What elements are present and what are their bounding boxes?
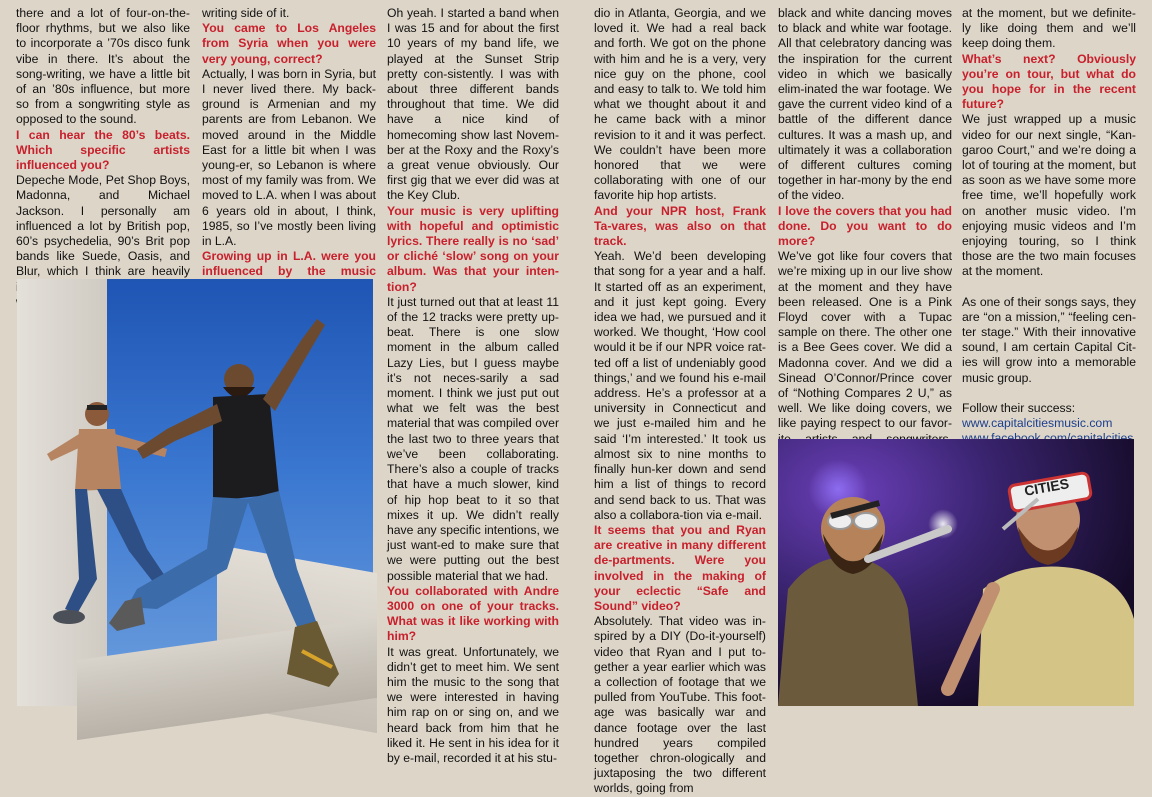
column-2 xyxy=(202,6,376,279)
interview-question: You collaborated with Andre 3000 on one of your tracks. What was it like working with him? xyxy=(387,583,559,644)
column-1 xyxy=(16,6,190,279)
column-6 xyxy=(962,6,1136,438)
interview-question: I love the covers that you had done. Do you want to do more? xyxy=(778,203,952,249)
glasses-lettering: CITIES xyxy=(1022,475,1071,499)
interview-question: I can hear the 80’s beats. Which specific artists influenced you? xyxy=(16,127,190,173)
link-website[interactable]: www.capitalcitiesmusic.com xyxy=(962,416,1113,431)
interview-question: And your NPR host, Frank Ta-vares, was also on that track. xyxy=(594,203,766,249)
paragraph: We’ve got like four covers that we’re mixing up in our live show at the moment and they have been released. One is a Pink Floyd cover with a Tupac sample on there. The other one is a Bee Gees cover. We did a Madonna cover. And we did a Sinead O’Connor/Prince cover of “Nothing Compares 2 U,” as well. We like doing covers, we like paying respect to our favor- xyxy=(778,249,952,431)
paragraph: We just wrapped up a music video for our next single, “Kan-garoo Court,” and we’re doing a lot of touring at the moment, but as soon as we have some more free time, we’ll hopefully work on another music video. I’m enjoying music videos and I’m enjoying touring, so I think those are the two main focuses at the moment. xyxy=(962,112,1136,279)
paragraph: dio in Atlanta, Georgia, and we loved it. We had a real back and forth. We got on the phone with him and he is a very, very nice guy on the phone, cool and easy to talk to. We told him what we thought about it and he came back with a minor revision to it and it was perfect. We couldn’t have been more honored that we were collaborating with one of our favorite hip hop artists. xyxy=(594,6,766,203)
concert-performers-illustration xyxy=(778,439,1134,706)
column-3 xyxy=(387,6,559,765)
follow-label: Follow their success: xyxy=(962,400,1076,415)
paragraph: there and a lot of four-on-the-floor rhythms, but we also like to incorporate a ’70s disco funk vibe in there. It’s about the song-writing, we have a little bit of an ’80s influence, but more so from a songwriting style as opposed to the sound. xyxy=(16,6,190,127)
jumping-figures-illustration xyxy=(17,279,373,706)
interview-question: You came to Los Angeles from Syria when you were very young, correct? xyxy=(202,21,376,66)
interview-question: It seems that you and Ryan are creative in many different de-partments. Were you involved in the making of your eclectic “Safe and Sound” video? xyxy=(594,522,766,613)
paragraph: Depeche Mode, Pet Shop Boys, Madonna, and Michael Jackson. I personally am influenced a lot by British pop, 60’s psychedelia, 90’s Brit pop bands like Suede, Oasis, and Blur, which I think are heavily xyxy=(16,173,190,279)
interview-question: Growing up in L.A. were you influenced by the music xyxy=(202,249,376,279)
column-4 xyxy=(594,6,766,796)
interview-question: What’s next? Obviously you’re on tour, but what do you hope for in the recent future? xyxy=(962,51,1136,112)
column-5 xyxy=(778,6,952,438)
paragraph: at the moment, but we definite-ly like doing them and we’ll keep doing them. xyxy=(962,6,1136,51)
photo-concert xyxy=(778,439,1134,706)
paragraph: Absolutely. That video was in-spired by a DIY (Do-it-yourself) video that Ryan and I put to-gether a year earlier which was a collection of footage that we pulled from YouTube. This foot-age was basically war and dance footage over the last hundred years compiled together chron-ologically and juxtaposing the two different worlds, going from xyxy=(594,614,766,796)
paragraph: It just turned out that at least 11 of the 12 tracks were pretty up-beat. There is one slow moment in the album called Lazy Lies, but I guess maybe it’s not neces-sarily a sad moment. I think we just put out what we felt was the best material that was compiled over the last two to three years that we’ve been collaborating. There’s also a couple of tracks that have a much slower, kind of hip hop beat to it so that mixes it up. We didn’t really have any specific intentions, we just want-ed to make sure that we were putting out the best possible material that we had. xyxy=(387,294,559,583)
paragraph: Oh yeah. I started a band when I was 15 and for about the first 10 years of my band life, we played at the Sunset Strip pretty con-sistently. I was with about three different bands throughout that time. We did have a nice kind of homecoming show last Novem-ber at the Roxy and the Roxy’s a great venue obviously. Our first gig that we ever did was at the Key Club. xyxy=(387,6,559,203)
paragraph: Actually, I was born in Syria, but I never lived there. My back-ground is Armenian and my parents are from Lebanon. We moved around in the Middle East for a little bit when I was young-er, so Lebanon is where most of my family was from. We moved to L.A. when I was about 6 years old in about, I think, 1985, so I’ve mostly been living in L.A. xyxy=(202,66,376,249)
paragraph: black and white dancing moves to black and white war footage. All that celebratory dancing was the inspiration for the current video in which we basically elim-inated the war footage. We gave the current video kind of a battle of the different dance cultures. It was a mash up, and ultimately it was a collaboration of different cultures coming together in har-mony by the end of the video. xyxy=(778,6,952,203)
paragraph: writing side of it. xyxy=(202,6,290,20)
interview-question: Your music is very uplifting with hopeful and optimistic lyrics. There really is no ‘sad’ or cliché ‘slow’ song on your album. Was that your inten-tion? xyxy=(387,203,559,294)
photo-jumping-band xyxy=(17,279,373,706)
closing-paragraph: As one of their songs says, they are “on a mission,” “feeling cen-ter stage.” With their innovative sound, I am certain Capital Cit-ies will grow into a memorable music group. xyxy=(962,294,1136,385)
paragraph: It was great. Unfortunately, we didn’t get to meet him. We sent him the music to the song that we were interested in having him rap on or sing on, and we heard back from him that he liked it. He sent in his idea for it by e-mail, recorded it at his stu- xyxy=(387,644,559,765)
paragraph: Yeah. We’d been developing that song for a year and a half. It started off as an experiment, and it just kept going. Every idea we had, we pursued and it worked. We thought, ‘How cool would it be if our NPR voice rat-ted off a list of undeniably good things,’ and we found his e-mail address. He’s a professor at a university in Connecticut and we just e-mailed him and he said ‘I’m interested.’ It took us almost six to nine months to finally hun-ker down and send him a list of things to record and send back to us. That was also a collabora-tion via e-mail. xyxy=(594,249,766,522)
